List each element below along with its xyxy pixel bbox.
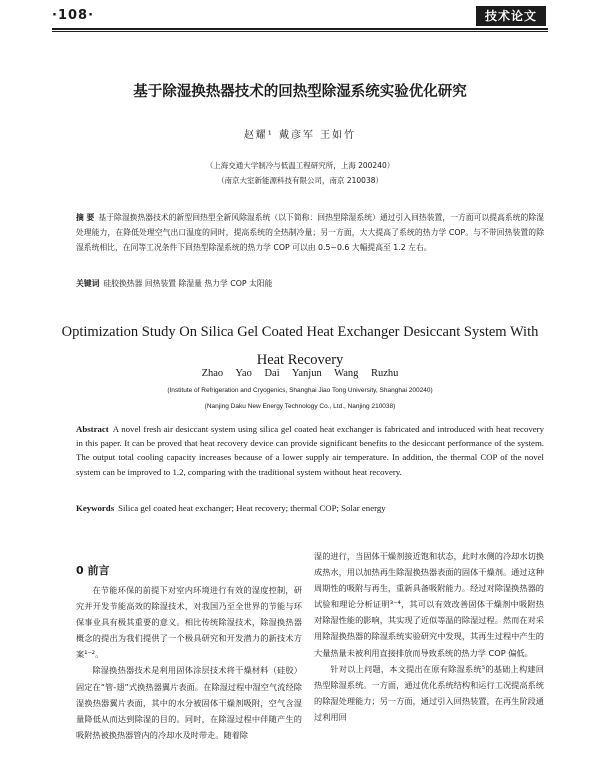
body-paragraph: 针对以上问题，本文提出在原有除湿系统⁵的基础上构建回热型除湿系统。一方面，通过优化系统结构和运行工况提高系统的除湿处理能力；另一方面，通过引入回热装置，在再生阶段通过利用回 bbox=[314, 663, 544, 722]
keywords-en-label: Keywords bbox=[76, 503, 115, 513]
affiliation-cn-1: （上海交通大学制冷与低温工程研究所，上海 200240） bbox=[205, 161, 395, 170]
body-paragraph: 除湿换热器技术是利用固体涂层技术将干燥材料（硅胶）固定在“管-翅”式换热器翼片表面。在除湿过程中湿空气流经除湿换热器翼片表面，其中的水分被固体干燥剂吸附，空气含湿量降低从而达到除湿的目的。同时，在除湿过程中伴随产生的吸附热被换热器管内的冷却水及时带走。随着除 bbox=[76, 665, 302, 740]
header-rule bbox=[52, 28, 548, 30]
body-column-left bbox=[76, 582, 302, 743]
keywords-cn bbox=[76, 278, 544, 289]
abstract-cn-label: 摘 要 bbox=[76, 213, 95, 222]
abstract-cn bbox=[76, 210, 544, 255]
affiliation-cn-2: （南京大室新能源科技有限公司，南京 210038） bbox=[216, 176, 383, 185]
body-paragraph: 湿的进行，当固体干燥剂接近饱和状态，此时水侧的冷却水切换成热水，用以加热再生除湿换热器表面的固体干燥剂。通过这种周期性的吸附与再生，重新具备吸附能力。经过对除湿换热器的试验和理论分析证明³⁻⁴，其可以有效改善固体干燥剂中吸附热对除湿性能的影响，其实现了近似等温的除湿过程。然而在对采用除湿换热器的除湿系统实验研究中发现，其再生过程中产生的大量热量未被利用直接排放而导致系统的热力学 COP 偏低。 bbox=[314, 551, 544, 658]
authors-en: Zhao Yao Dai Yanjun Wang Ruzhu bbox=[201, 368, 399, 379]
body-paragraph: 在节能环保的前提下对室内环境进行有效的湿度控制，研究并开发节能高效的除湿技术，对我国乃至全世界的节能与环保事业具有极其重要的意义。相比传统除湿技术，除湿换热器概念的提出为我们提供了一个极具研究和开发潜力的新技术方案¹⁻²。 bbox=[76, 585, 302, 660]
affiliation-en-2: (Nanjing Daku New Energy Technology Co., Ltd., Nanjing 210038) bbox=[204, 403, 396, 410]
abstract-en-text: A novel fresh air desiccant system using silica gel coated heat exchanger is fabricated and introduced with heat recovery in this paper. It can be proved that heat recovery device can provide significant benefits to the desiccant performance of the system. The output total cooling capacity increases because of a lower supply air temperature. In addition, the thermal COP of the novel system can be improved to 1.2, comparing with the traditional system without heat recovery. bbox=[76, 424, 544, 477]
keywords-cn-label: 关键词 bbox=[76, 279, 100, 288]
body-column-right bbox=[314, 548, 544, 725]
header-rule-thin bbox=[52, 31, 548, 32]
paper-title-cn: 基于除湿换热器技术的回热型除湿系统实验优化研究 bbox=[133, 84, 467, 100]
page-number: ·108· bbox=[52, 8, 95, 23]
keywords-en-text: Silica gel coated heat exchanger; Heat recovery; thermal COP; Solar energy bbox=[118, 503, 386, 513]
keywords-cn-text: 硅胶换热器 回热装置 除湿量 热力学 COP 太阳能 bbox=[103, 279, 273, 288]
authors-cn: 赵耀¹ 戴彦军 王如竹 bbox=[243, 130, 357, 141]
section-tag: 技术论文 bbox=[476, 6, 546, 26]
section-heading-introduction: 0 前言 bbox=[76, 564, 110, 577]
abstract-cn-text: 基于除湿换热器技术的新型回热型全新风除湿系统（以下简称：回热型除湿系统）通过引入回热装置，一方面可以提高系统的除湿处理能力，在降低处理空气出口温度的同时，提高系统的全热制冷量；另一方面，大大提高了系统的热力学 COP。与不带回热装置的除湿系统相比，在同等工况条件下回热型除湿系统的热力学 COP 可以由 0.5~0.6 大幅提高至 1.2 左右。 bbox=[76, 213, 544, 252]
paper-title-en: Optimization Study On Silica Gel Coated Heat Exchanger Desiccant System With Heat Recovery bbox=[61, 324, 539, 368]
affiliation-en-1: (Institute of Refrigeration and Cryogenics, Shanghai Jiao Tong University, Shanghai 200240) bbox=[167, 387, 433, 394]
abstract-en bbox=[76, 422, 544, 479]
abstract-en-label: Abstract bbox=[76, 424, 109, 434]
keywords-en bbox=[76, 503, 544, 513]
